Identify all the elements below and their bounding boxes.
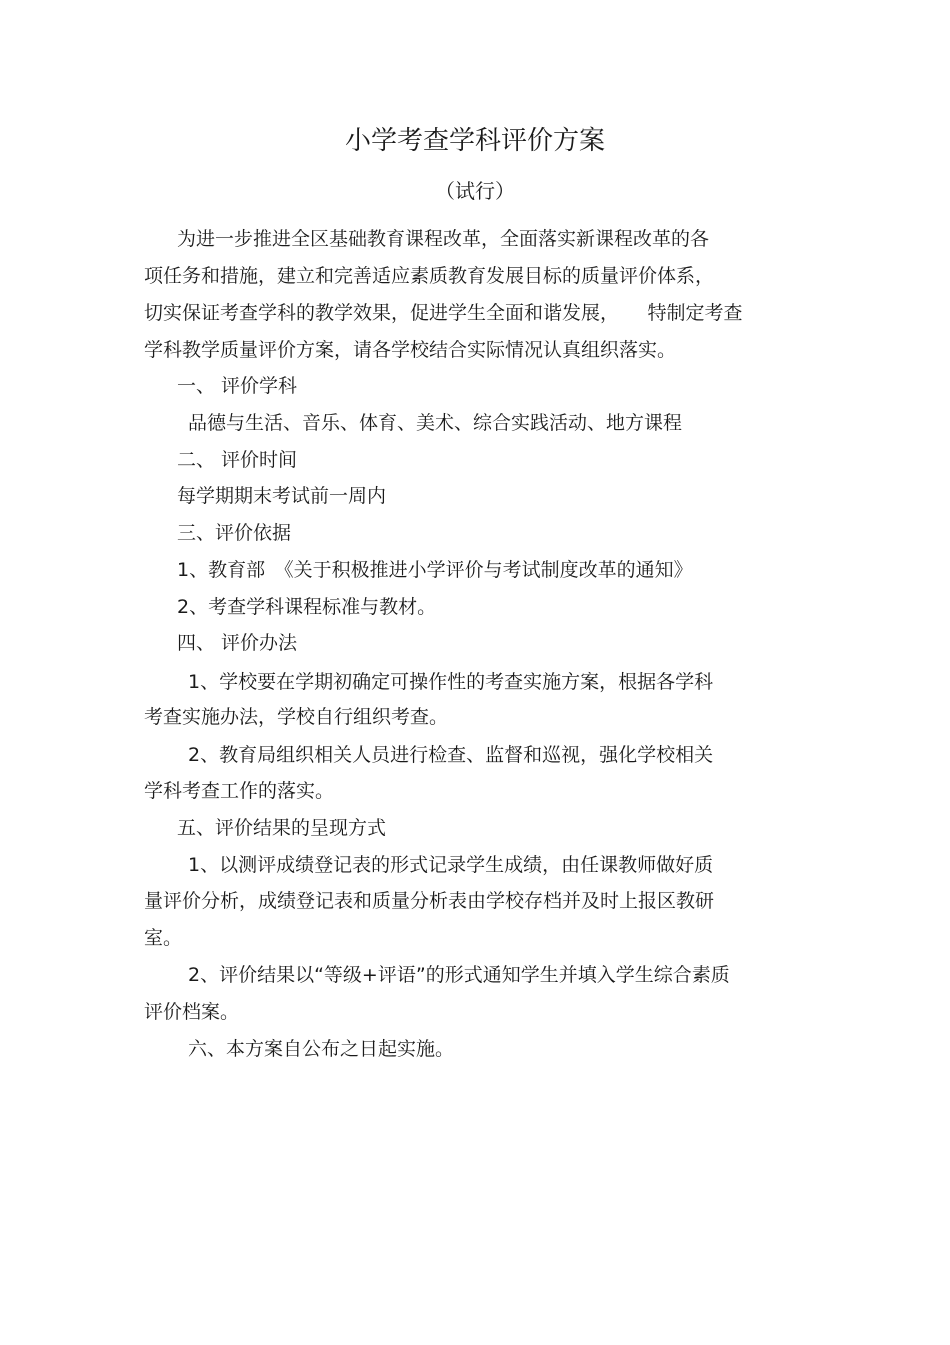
section-4-heading: 四、 评价办法 [177,632,298,654]
section-6-heading: 六、本方案自公布之日起实施。 [188,1038,455,1060]
document-subtitle: （试行） [435,179,515,203]
section-5-item-2-line-2: 评价档案。 [144,1001,240,1023]
section-3-heading: 三、评价依据 [177,522,292,544]
intro-line-1: 为进一步推进全区基础教育课程改革，全面落实新课程改革的各 [177,228,710,250]
section-2-body: 每学期期末考试前一周内 [177,485,387,507]
section-4-item-2-line-2: 学科考查工作的落实。 [144,780,335,802]
section-3-item-2: 2、考查学科课程标准与教材。 [177,596,437,618]
section-1-body: 品德与生活、音乐、体育、美术、综合实践活动、地方课程 [188,412,683,434]
section-5-item-2-line-1: 2、评价结果以“等级+评语”的形式通知学生并填入学生综合素质 [188,964,730,986]
section-5-item-1-line-3: 室。 [144,927,183,949]
section-5-item-1-line-2: 量评价分析，成绩登记表和质量分析表由学校存档并及时上报区教研 [144,890,715,912]
section-3-item-1: 1、教育部 《关于积极推进小学评价与考试制度改革的通知》 [177,559,693,581]
intro-line-4: 学科教学质量评价方案，请各学校结合实际情况认真组织落实。 [144,339,677,361]
intro-line-2: 项任务和措施，建立和完善适应素质教育发展目标的质量评价体系， [144,265,715,287]
section-2-heading: 二、 评价时间 [177,449,298,471]
section-5-item-1-line-1: 1、以测评成绩登记表的形式记录学生成绩，由任课教师做好质 [188,854,714,876]
section-4-item-1-line-1: 1、学校要在学期初确定可操作性的考查实施方案，根据各学科 [188,671,714,693]
section-1-heading: 一、 评价学科 [177,375,298,397]
section-4-item-1-line-2: 考查实施办法，学校自行组织考查。 [144,706,449,728]
section-5-heading: 五、评价结果的呈现方式 [177,817,387,839]
document-title: 小学考查学科评价方案 [344,126,605,156]
intro-line-3: 切实保证考查学科的教学效果，促进学生全面和谐发展， 特制定考查 [144,302,743,324]
section-4-item-2-line-1: 2、教育局组织相关人员进行检查、监督和巡视，强化学校相关 [188,744,714,766]
